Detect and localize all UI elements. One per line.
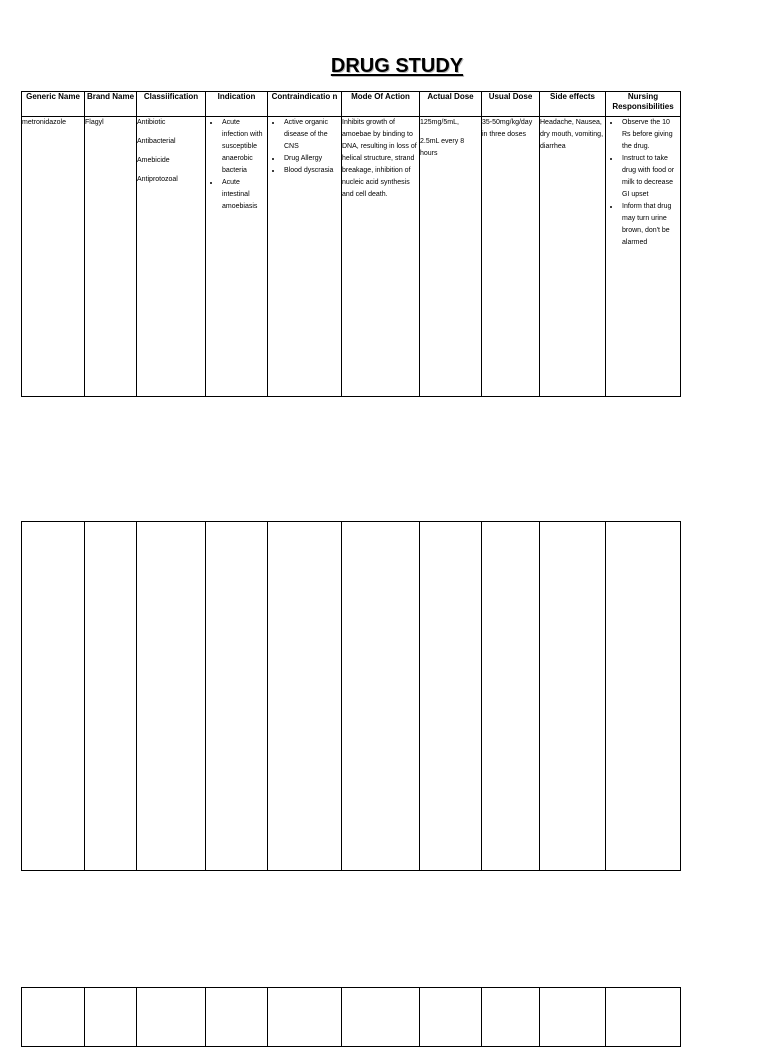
blank-table [21, 987, 681, 1047]
nursing-item: • Instruct to take drug with food or milk to decrease GI upset [620, 153, 680, 201]
empty-cell [85, 988, 137, 1047]
classification-cell [137, 117, 206, 397]
header-actual-dose: Actual Dose [420, 92, 482, 117]
empty-cell [85, 522, 137, 871]
brand-name-cell: Flagyl [85, 117, 137, 397]
empty-cell [540, 522, 606, 871]
empty-cell [342, 988, 420, 1047]
empty-cell [206, 522, 268, 871]
header-indication: Indication [206, 92, 268, 117]
header-mode-of-action: Mode Of Action [342, 92, 420, 117]
generic-name-cell: metronidazole [22, 117, 85, 397]
empty-cell [137, 988, 206, 1047]
actual-dose-line: 2.5mL every 8 hours [420, 138, 465, 157]
mode-of-action-cell: Inhibits growth of amoebae by binding to DNA, resulting in loss of helical structure, strand breakage, inhibition of nucleic acid synthesis and cell death. [342, 117, 420, 397]
header-brand-name: Brand Name [85, 92, 137, 117]
classification-item: Amebicide [137, 157, 170, 164]
empty-cell [22, 988, 85, 1047]
actual-dose-cell [420, 117, 482, 397]
table-row [22, 117, 681, 397]
empty-row [22, 522, 681, 871]
empty-row [22, 988, 681, 1047]
empty-cell [268, 522, 342, 871]
usual-dose-cell [482, 117, 540, 397]
empty-cell [482, 522, 540, 871]
header-nursing-responsibilities: Nursing Responsibilities [606, 92, 681, 117]
empty-cell [22, 522, 85, 871]
blank-table [21, 521, 681, 871]
page-title: DRUG STUDY [330, 55, 464, 77]
classification-item: Antibiotic [137, 119, 166, 126]
contraindication-item: • Drug Allergy [282, 153, 341, 165]
header-contraindication: Contraindicatio n [268, 92, 342, 117]
empty-cell [540, 988, 606, 1047]
header-generic-name: Generic Name [22, 92, 85, 117]
empty-cell [268, 988, 342, 1047]
empty-cell [137, 522, 206, 871]
empty-cell [606, 988, 681, 1047]
drug-study-table [21, 91, 681, 397]
usual-dose-line: 35-50mg/kg/day in three doses [482, 119, 533, 138]
empty-cell [420, 988, 482, 1047]
empty-cell [482, 988, 540, 1047]
side-effects-cell: Headache, Nausea, dry mouth, vomiting, diarrhea [540, 117, 606, 397]
header-row [22, 92, 681, 117]
indication-cell [206, 117, 268, 397]
contraindication-item: • Blood dyscrasia [282, 165, 341, 177]
indication-item: • Acute infection with susceptible anaerobic bacteria [220, 117, 267, 177]
contraindication-item: • Active organic disease of the CNS [282, 117, 341, 153]
empty-cell [420, 522, 482, 871]
empty-cell [606, 522, 681, 871]
empty-cell [342, 522, 420, 871]
classification-item: Antiprotozoal [137, 176, 178, 183]
nursing-responsibilities-cell [606, 117, 681, 397]
nursing-item: • Inform that drug may turn urine brown, don't be alarmed [620, 201, 680, 249]
actual-dose-line: 125mg/5mL, [420, 119, 459, 126]
contraindication-cell [268, 117, 342, 397]
header-usual-dose: Usual Dose [482, 92, 540, 117]
header-side-effects: Side effects [540, 92, 606, 117]
header-classification: Classiification [137, 92, 206, 117]
indication-item: • Acute intestinal amoebiasis [220, 177, 267, 213]
nursing-item: • Observe the 10 Rs before giving the drug. [620, 117, 680, 153]
empty-cell [206, 988, 268, 1047]
classification-item: Antibacterial [137, 138, 176, 145]
